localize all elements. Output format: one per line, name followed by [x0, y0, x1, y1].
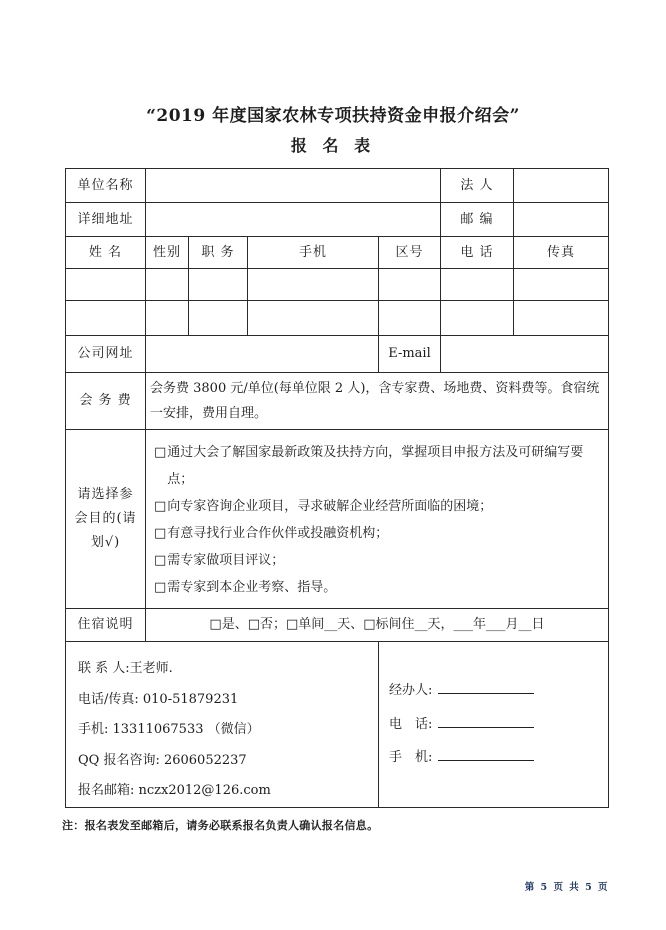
form-title: “2019 年度国家农林专项扶持资金申报介绍会” — [146, 106, 520, 126]
handler-row — [389, 714, 604, 735]
purpose-item — [154, 547, 602, 574]
email-label: E-mail — [379, 336, 441, 373]
person-input-cell[interactable] — [189, 269, 248, 301]
checkbox-icon[interactable]: □ — [154, 580, 167, 595]
table-row — [66, 609, 609, 642]
checkbox-icon[interactable]: □ — [154, 526, 167, 541]
phone-blank-line[interactable] — [438, 714, 534, 728]
person-input-cell[interactable] — [514, 269, 609, 301]
table-row — [66, 169, 609, 203]
handler-row — [389, 747, 604, 768]
person-input-cell[interactable] — [379, 301, 441, 336]
table-row — [66, 269, 609, 301]
purpose-item — [154, 493, 602, 520]
purpose-item — [154, 439, 602, 493]
table-row — [66, 430, 609, 609]
handler-row — [389, 680, 604, 701]
table-row — [66, 301, 609, 336]
address-input-cell[interactable] — [146, 203, 441, 237]
person-input-cell[interactable] — [146, 269, 189, 301]
person-input-cell[interactable] — [189, 301, 248, 336]
person-input-cell[interactable] — [146, 301, 189, 336]
purpose-item — [154, 574, 602, 601]
lodging-label: 住宿说明 — [66, 609, 146, 642]
contact-mobile-line: 手机: 13311067533 （微信） — [78, 722, 260, 737]
person-input-cell[interactable] — [441, 301, 514, 336]
purpose-item-text: 向专家咨询企业项目，寻求破解企业经营所面临的困境； — [167, 499, 493, 514]
table-row — [66, 203, 609, 237]
handler-mobile-label: 手 机: — [389, 750, 433, 765]
contact-qq-line: QQ 报名咨询: 2606052237 — [78, 752, 247, 768]
table-row — [66, 642, 609, 808]
person-input-cell[interactable] — [66, 301, 146, 336]
person-input-cell[interactable] — [441, 269, 514, 301]
table-row — [66, 373, 609, 430]
purpose-label: 请选择参会目的(请划√) — [66, 430, 146, 609]
purpose-item-text: 需专家到本企业考察、指导。 — [167, 580, 337, 595]
contact-email-line: 报名邮箱: nczx2012@126.com — [78, 783, 271, 798]
website-input-cell[interactable] — [146, 336, 379, 373]
legal-person-label: 法 人 — [441, 169, 514, 203]
purpose-item-text: 有意寻找行业合作伙伴或投融资机构； — [167, 526, 389, 541]
email-input-cell[interactable] — [441, 336, 609, 373]
purpose-item-text: 需专家做项目评议； — [167, 553, 285, 568]
postcode-label: 邮 编 — [441, 203, 514, 237]
purpose-item — [154, 520, 602, 547]
person-input-cell[interactable] — [248, 269, 379, 301]
contact-info — [66, 642, 379, 808]
header-name: 姓 名 — [66, 237, 146, 269]
agent-label: 经办人: — [389, 683, 433, 698]
person-input-cell[interactable] — [66, 269, 146, 301]
header-gender: 性别 — [146, 237, 189, 269]
mobile-blank-line[interactable] — [438, 747, 534, 761]
unit-name-label: 单位名称 — [66, 169, 146, 203]
postcode-input-cell[interactable] — [514, 203, 609, 237]
fee-text: 会务费 3800 元/单位(每单位限 2 人)，含专家费、场地费、资料费等。食宿统一安排，费用自理。 — [146, 373, 609, 430]
table-row — [66, 237, 609, 269]
agent-blank-line[interactable] — [438, 680, 534, 694]
address-label: 详细地址 — [66, 203, 146, 237]
header-area-code: 区号 — [379, 237, 441, 269]
header-fax: 传真 — [514, 237, 609, 269]
handler-block — [379, 642, 609, 808]
checkbox-icon[interactable]: □ — [154, 553, 167, 568]
purpose-options — [146, 430, 609, 609]
table-row — [66, 336, 609, 373]
handler-phone-label: 电 话: — [389, 716, 433, 732]
header-position: 职 务 — [189, 237, 248, 269]
note: 注：报名表发至邮箱后，请务必联系报名负责人确认报名信息。 — [62, 818, 379, 832]
lodging-options[interactable]: □是、□否；□单间__天、□标间住__天，___年___月__日 — [146, 609, 609, 642]
header-mobile: 手机 — [248, 237, 379, 269]
person-input-cell[interactable] — [248, 301, 379, 336]
contact-person-line: 联 系 人:王老师. — [78, 661, 173, 676]
purpose-item-text: 通过大会了解国家最新政策及扶持方向，掌握项目申报方法及可研编写要点； — [167, 445, 584, 487]
form-subtitle: 报 名 表 — [290, 136, 376, 155]
checkbox-icon[interactable]: □ — [154, 499, 167, 514]
header-phone: 电 话 — [441, 237, 514, 269]
legal-person-input-cell[interactable] — [514, 169, 609, 203]
person-input-cell[interactable] — [379, 269, 441, 301]
fee-label: 会 务 费 — [66, 373, 146, 430]
registration-form-table — [65, 168, 609, 808]
checkbox-icon[interactable]: □ — [154, 445, 167, 460]
person-input-cell[interactable] — [514, 301, 609, 336]
unit-name-input-cell[interactable] — [146, 169, 441, 203]
page-footer: 第 5 页 共 5 页 — [524, 882, 609, 893]
contact-phone-fax-line: 电话/传真: 010-51879231 — [78, 691, 239, 707]
website-label: 公司网址 — [66, 336, 146, 373]
